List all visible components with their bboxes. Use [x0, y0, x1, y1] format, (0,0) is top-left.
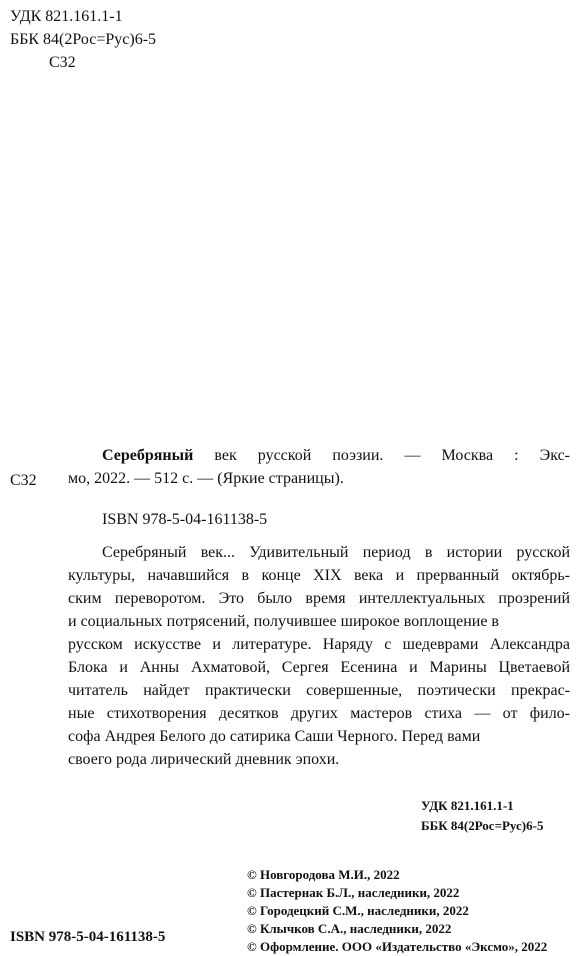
entry-title: Серебряный: [102, 447, 194, 464]
author-mark: С32: [49, 54, 76, 71]
bbk-code: ББК 84(2Рос=Рус)6-5: [10, 31, 157, 48]
annotation-line: Блока и Анны Ахматовой, Сергея Есенина и Марины Цветаевой: [68, 659, 570, 676]
entry-line-2: мо, 2022. — 512 с. — (Яркие страницы).: [68, 470, 344, 487]
annotation-line: Серебряный век... Удивительный период в истории русской: [102, 544, 570, 561]
annotation-line: культуры, начавшийся в конце XIX века и прерванный октябрь-: [68, 567, 570, 584]
annotation-line: читатель найдет практически совершенные, поэтически прекрас-: [68, 682, 570, 699]
annotation-line: ные стихотворения десятков других мастеров стиха — от фило-: [68, 705, 570, 722]
footer-isbn: ISBN 978-5-04-161138-5: [10, 929, 166, 945]
entry-isbn: ISBN 978-5-04-161138-5: [102, 511, 268, 528]
annotation-line: своего рода лирический дневник эпохи.: [68, 751, 340, 768]
annotation: [68, 541, 570, 771]
copyright-line: © Пастернак Б.Л., наследники, 2022: [247, 885, 460, 900]
udk-code: УДК 821.161.1-1: [10, 8, 123, 25]
annotation-line: ским переворотом. Это было время интеллектуальных прозрений: [68, 590, 570, 607]
classification-bbk: ББК 84(2Рос=Рус)6-5: [421, 818, 544, 833]
copyright-line: © Клычков С.А., наследники, 2022: [247, 921, 452, 936]
entry-line-1: [68, 444, 570, 467]
copyright-line: © Новгородова М.И., 2022: [247, 867, 400, 882]
copyright-block: [247, 866, 547, 956]
copyright-line: © Городецкий С.М., наследники, 2022: [247, 903, 469, 918]
annotation-line: софа Андрея Белого до сатирика Саши Черного. Перед вами: [68, 728, 481, 745]
bibliographic-entry: [68, 444, 570, 490]
entry-margin-mark: С32: [10, 472, 37, 489]
copyright-line: © Оформление. ООО «Издательство «Эксмо», 2022: [247, 939, 548, 954]
annotation-line: и социальных потрясений, получившее широкое воплощение в: [68, 613, 499, 630]
classification-udk: УДК 821.161.1-1: [421, 798, 514, 813]
entry-title-rest: век русской поэзии. — Москва : Экс-: [193, 447, 570, 464]
annotation-line: русском искусстве и литературе. Наряду с шедеврами Александра: [68, 636, 570, 653]
